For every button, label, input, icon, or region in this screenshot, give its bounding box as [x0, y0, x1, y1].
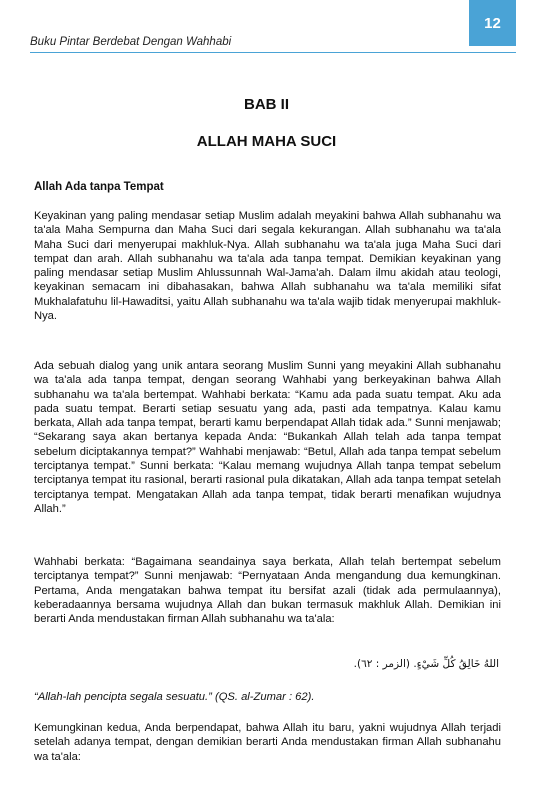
header-divider [30, 52, 516, 53]
paragraph-2: Ada sebuah dialog yang unik antara seorang Muslim Sunni yang meyakini Allah subhanahu wa ta'ala ada tanpa tempat, dengan seorang Wahhabi yang berkeyakinan bahwa Allah subhanahu wa ta'ala bertempat. Wahhabi berkata: “Kamu ada pada suatu tempat. Aku ada pada suatu tempat. Berarti setiap sesuatu yang ada, pasti ada tempatnya. Kalau kamu berkata, Allah ada tanpa tempat, berarti kamu berpendapat Allah tidak ada.” Sunni menjawab; “Sekarang saya akan bertanya kepada Anda: “Bukankah Allah telah ada tanpa tempat sebelum diciptakannya tempat?” Wahhabi menjawab: “Betul, Allah ada tanpa tempat sebelum terciptanya tempat.” Sunni berkata: “Kalau memang wujudnya Allah tanpa tempat sebelum terciptanya tempat itu rasional, berarti rasional pula dikatakan, Allah ada tanpa tempat setelah terciptanya tempat. Mengatakan Allah ada tanpa tempat, tidak berarti menafikan wujudnya Allah.” [34, 360, 501, 515]
paragraph-4: Kemungkinan kedua, Anda berpendapat, bahwa Allah itu baru, yakni wujudnya Allah terjadi setelah adanya tempat, dengan demikian berarti Anda mendustakan firman Allah subhanahu wa ta'ala: [34, 722, 501, 763]
page-number: 12 [469, 0, 516, 46]
paragraph-1: Keyakinan yang paling mendasar setiap Muslim adalah meyakini bahwa Allah subhanahu wa ta'ala Maha Sempurna dan Maha Suci dari segala kekurangan. Allah subhanahu wa ta'ala Maha Suci dari menyerupai makhluk-Nya. Allah subhanahu wa ta'ala juga Maha Suci dari tempat dan arah. Allah subhanahu wa ta'ala ada tanpa tempat. Demikian keyakinan yang paling mendasar setiap Muslim Ahlussunnah Wal-Jama'ah. Dalam ilmu akidah atau teologi, keyakinan semacam ini dibahasakan, bahwa Allah subhanahu wa ta'ala memiliki sifat Mukhalafatuhu lil-Hawaditsi, yaitu Allah subhanahu wa ta'ala wajib tidak menyerupai makhluk-Nya. [34, 210, 501, 323]
chapter-title: ALLAH MAHA SUCI [196, 133, 337, 150]
chapter-label: BAB II [244, 96, 289, 113]
running-header-title: Buku Pintar Berdebat Dengan Wahhabi [30, 36, 232, 48]
arabic-verse: اللهُ خَالِقُ كُلِّ شَيْءٍ. (الزمر : ٦٢). [353, 658, 499, 670]
section-heading: Allah Ada tanpa Tempat [34, 181, 164, 193]
paragraph-3: Wahhabi berkata: “Bagaimana seandainya saya berkata, Allah telah bertempat sebelum terciptanya tempat?” Sunni menjawab: “Pernyataan Anda mengandung dua kemungkinan. Pertama, Anda mengatakan bahwa tempat itu bersifat azali (tidak ada permulaannya), keberadaannya bersama wujudnya Allah dan bukan termasuk makhluk Allah. Demikian ini berarti Anda mendustakan firman Allah subhanahu wa ta'ala: [34, 556, 501, 626]
verse-translation: “Allah-lah pencipta segala sesuatu.” (QS. al-Zumar : 62). [34, 691, 315, 703]
